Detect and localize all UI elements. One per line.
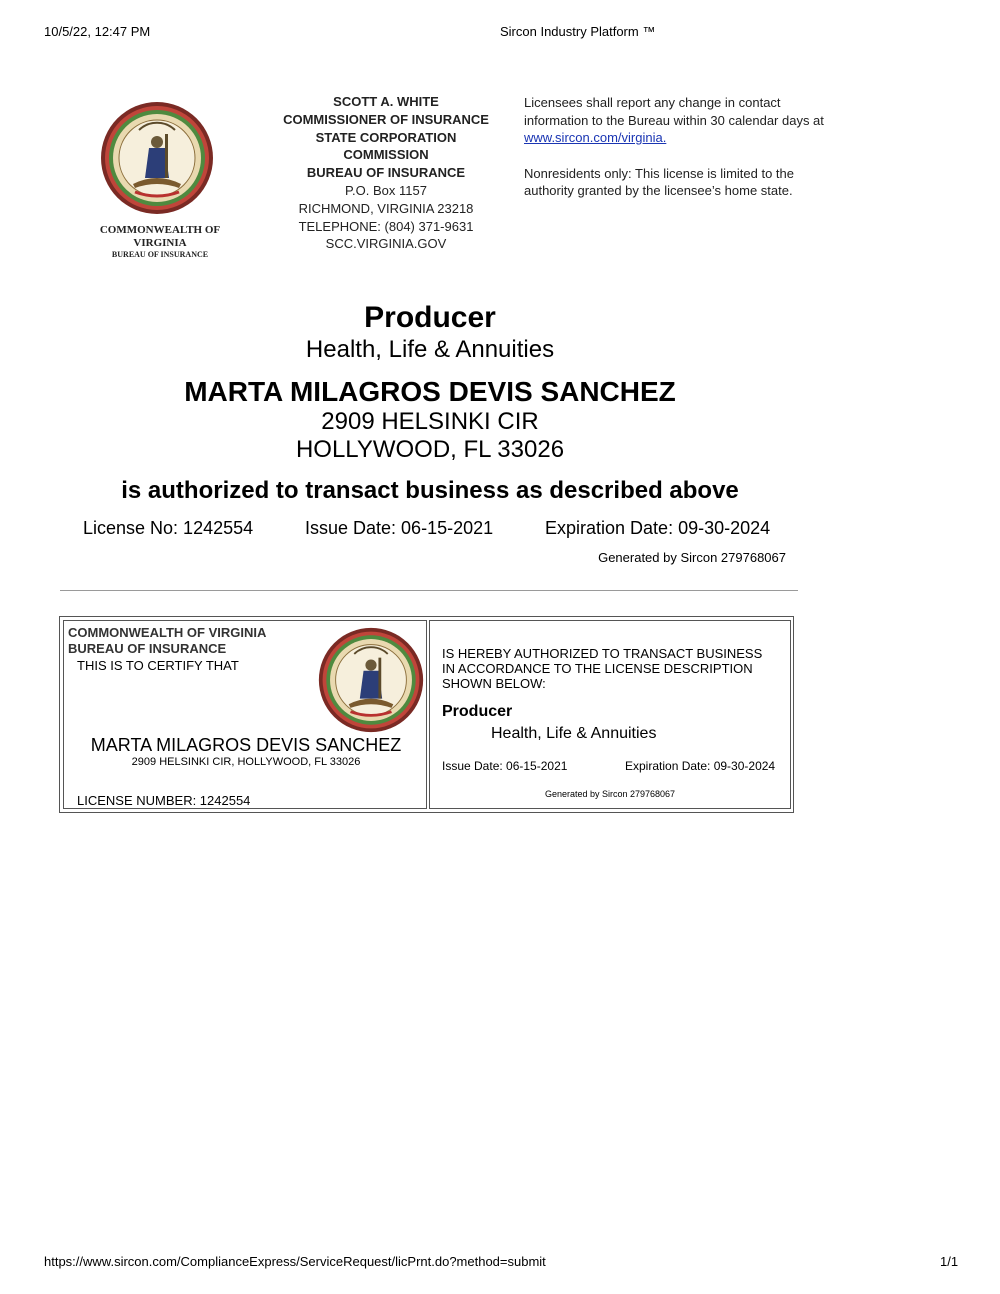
card-license-number: LICENSE NUMBER: 1242554 (77, 793, 251, 808)
notice-line2: information to the Bureau within 30 calendar days at (524, 112, 824, 128)
card-auth-line3: SHOWN BELOW: (442, 676, 546, 691)
licensee-city: HOLLYWOOD, FL 33026 (295, 436, 565, 463)
virginia-seal-icon (99, 100, 215, 216)
notice-line4: authority granted by the licensee’s home state. (524, 183, 793, 198)
print-url: https://www.sircon.com/ComplianceExpress/ServiceRequest/licPrnt.do?method=submit (44, 1254, 546, 1269)
issue-date: Issue Date: 06-15-2021 (305, 518, 494, 538)
card-state: COMMONWEALTH OF VIRGINIA (68, 625, 267, 640)
expiration-date: Expiration Date: 09-30-2024 (545, 518, 771, 538)
print-page-title: Sircon Industry Platform ™ (500, 24, 656, 39)
wallet-card (59, 616, 794, 813)
card-expiration-date: Expiration Date: 09-30-2024 (625, 759, 776, 773)
card-left-pane (63, 620, 427, 809)
commissioner-title: COMMISSIONER OF INSURANCE (283, 111, 489, 127)
commissioner-name: SCOTT A. WHITE (333, 94, 439, 109)
card-authorization-text (442, 646, 762, 691)
divider (60, 590, 798, 591)
bureau-po-box: P.O. Box 1157 (345, 182, 427, 198)
card-issue-date: Issue Date: 06-15-2021 (442, 759, 568, 773)
card-auth-line2: IN ACCORDANCE TO THE LICENSE DESCRIPTION (442, 661, 753, 676)
generated-by: Generated by Sircon 279768067 (598, 550, 786, 565)
seal-caption-line2: VIRGINIA (133, 237, 187, 249)
notice-block (524, 94, 864, 200)
notice-line3: Nonresidents only: This license is limited to the (524, 165, 794, 181)
seal-caption-line1: COMMONWEALTH OF (99, 224, 221, 236)
card-bureau: BUREAU OF INSURANCE (68, 641, 227, 656)
print-page-number: 1/1 (940, 1254, 959, 1269)
bureau-org-line1: STATE CORPORATION (315, 129, 457, 145)
authorization-statement: is authorized to transact business as described above (121, 477, 739, 504)
card-licensee-name: MARTA MILAGROS DEVIS SANCHEZ (90, 735, 402, 755)
notice-line1: Licensees shall report any change in contact (524, 95, 781, 110)
card-license-lines: Health, Life & Annuities (491, 725, 657, 742)
bureau-org-line2: COMMISSION (343, 147, 429, 163)
card-certify: THIS IS TO CERTIFY THAT (77, 658, 239, 673)
card-auth-line1: IS HEREBY AUTHORIZED TO TRANSACT BUSINESS (442, 646, 763, 661)
licensee-street: 2909 HELSINKI CIR (321, 408, 539, 435)
notice-link[interactable]: www.sircon.com/virginia. (524, 130, 667, 145)
card-generated-by: Generated by Sircon 279768067 (544, 789, 676, 799)
licensee-name: MARTA MILAGROS DEVIS SANCHEZ (184, 376, 676, 407)
license-number: License No: 1242554 (83, 518, 254, 538)
card-virginia-seal-icon (317, 626, 425, 734)
bureau-address-block (280, 93, 492, 253)
card-license-type: Producer (442, 703, 513, 720)
bureau-website: SCC.VIRGINIA.GOV (325, 236, 447, 252)
print-datetime: 10/5/22, 12:47 PM (44, 24, 151, 39)
card-licensee-address: 2909 HELSINKI CIR, HOLLYWOOD, FL 33026 (131, 756, 361, 768)
license-lines: Health, Life & Annuities (305, 336, 555, 363)
bureau-org-line3: BUREAU OF INSURANCE (306, 165, 466, 181)
bureau-city: RICHMOND, VIRGINIA 23218 (298, 200, 474, 216)
license-type: Producer (364, 301, 496, 334)
seal-caption-line3: BUREAU OF INSURANCE (111, 250, 209, 259)
card-right-pane (429, 620, 791, 809)
bureau-phone: TELEPHONE: (804) 371-9631 (298, 218, 474, 234)
